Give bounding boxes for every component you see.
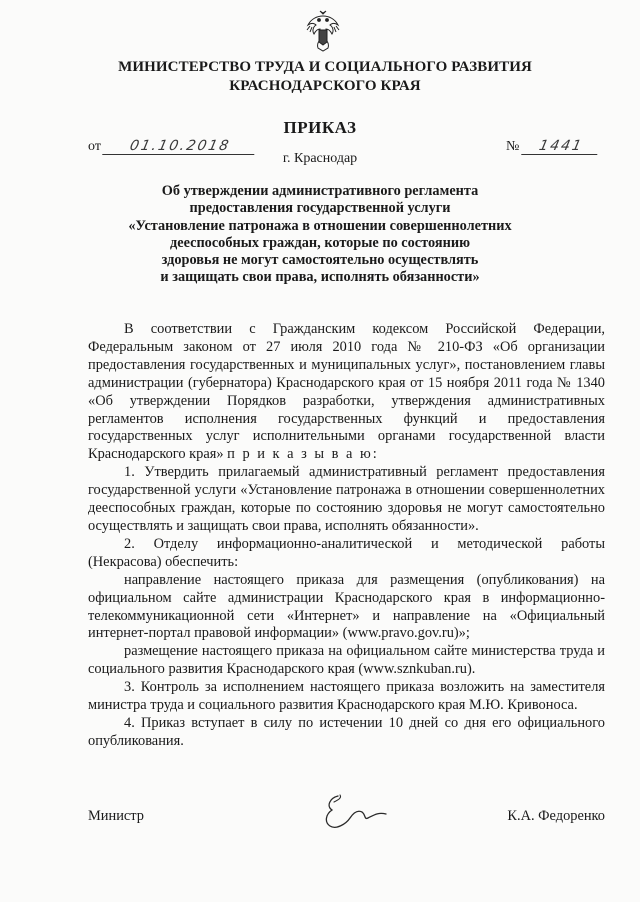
signatory-name: К.А. Федоренко — [507, 808, 605, 824]
order-number: 1441 — [521, 138, 601, 155]
order-item-2a: направление настоящего приказа для размещения (опубликования) на официальном сайте администрации Краснодарского края в информационно-телекоммуникационной сети «Интернет» и направление на «Официальный интернет-портал правовой информации» (www.pravo.gov.ru)»; — [88, 571, 605, 642]
signatory-title: Министр — [88, 808, 144, 824]
order-date: 01.10.2018 — [103, 138, 259, 155]
order-item-2: 2. Отделу информационно-аналитической и методической работы (Некрасова) обеспечить: — [88, 535, 605, 570]
coat-of-arms-icon — [305, 10, 341, 52]
ministry-name-line1: МИНИСТЕРСТВО ТРУДА И СОЦИАЛЬНОГО РАЗВИТИЯ — [118, 59, 532, 75]
subject-line: предоставления государственной услуги — [189, 200, 451, 217]
preamble-paragraph — [88, 321, 605, 464]
order-item-2b: размещение настоящего приказа на официальном сайте министерства труда и социального развития Краснодарского края (www.sznkuban.ru). — [88, 643, 605, 678]
subject-line: дееспособных граждан, которые по состоянию — [170, 234, 470, 251]
subject-line: «Установление патронажа в отношении совершеннолетних — [128, 217, 512, 234]
order-item-1: 1. Утвердить прилагаемый административный регламент предоставления государственной услуги «Установление патронажа в отношении совершеннолетних дееспособных граждан, которые по состоянию здоровья не могут самостоятельно осуществлять и защищать свои права, исполнять обязанности». — [88, 464, 605, 534]
order-item-4: 4. Приказ вступает в силу по истечении 10 дней со дня его официального опубликования. — [88, 714, 605, 749]
subject-line: и защищать свои права, исполнять обязанности» — [160, 269, 480, 286]
order-city: г. Краснодар — [282, 151, 358, 166]
orders-word: п р и к а з ы в а ю: — [227, 446, 379, 463]
order-subject — [90, 183, 550, 287]
order-title: ПРИКАЗ — [283, 118, 357, 137]
ministry-name-line2: КРАСНОДАРСКОГО КРАЯ — [229, 78, 421, 94]
subject-line: здоровья не могут самостоятельно осуществлять — [161, 252, 479, 269]
subject-line: Об утверждении административного регламента — [161, 183, 479, 199]
number-prefix: № — [506, 139, 520, 154]
ministry-name — [60, 58, 590, 96]
handwritten-signature — [316, 788, 394, 838]
order-item-3: 3. Контроль за исполнением настоящего приказа возложить на заместителя министра труда и социального развития Краснодарского края М.Ю. Кривоноса. — [88, 679, 605, 714]
date-prefix: от — [88, 139, 101, 154]
order-body — [88, 321, 605, 751]
preamble-text: В соответствии с Гражданским кодексом Российской Федерации, Федеральным законом от 27 июля 2010 года № 210-ФЗ «Об организации предоставления государственных и муниципальных услуг», постановлением главы администрации (губернатора) Краснодарского края от 15 ноября 2011 года № 1340 «Об утверждении Порядков разработки, утверждения административных регламентов исполнения государственных функций и предоставления государственных услуг исполнительными органами государственной власти Краснодарского края» — [88, 321, 605, 463]
